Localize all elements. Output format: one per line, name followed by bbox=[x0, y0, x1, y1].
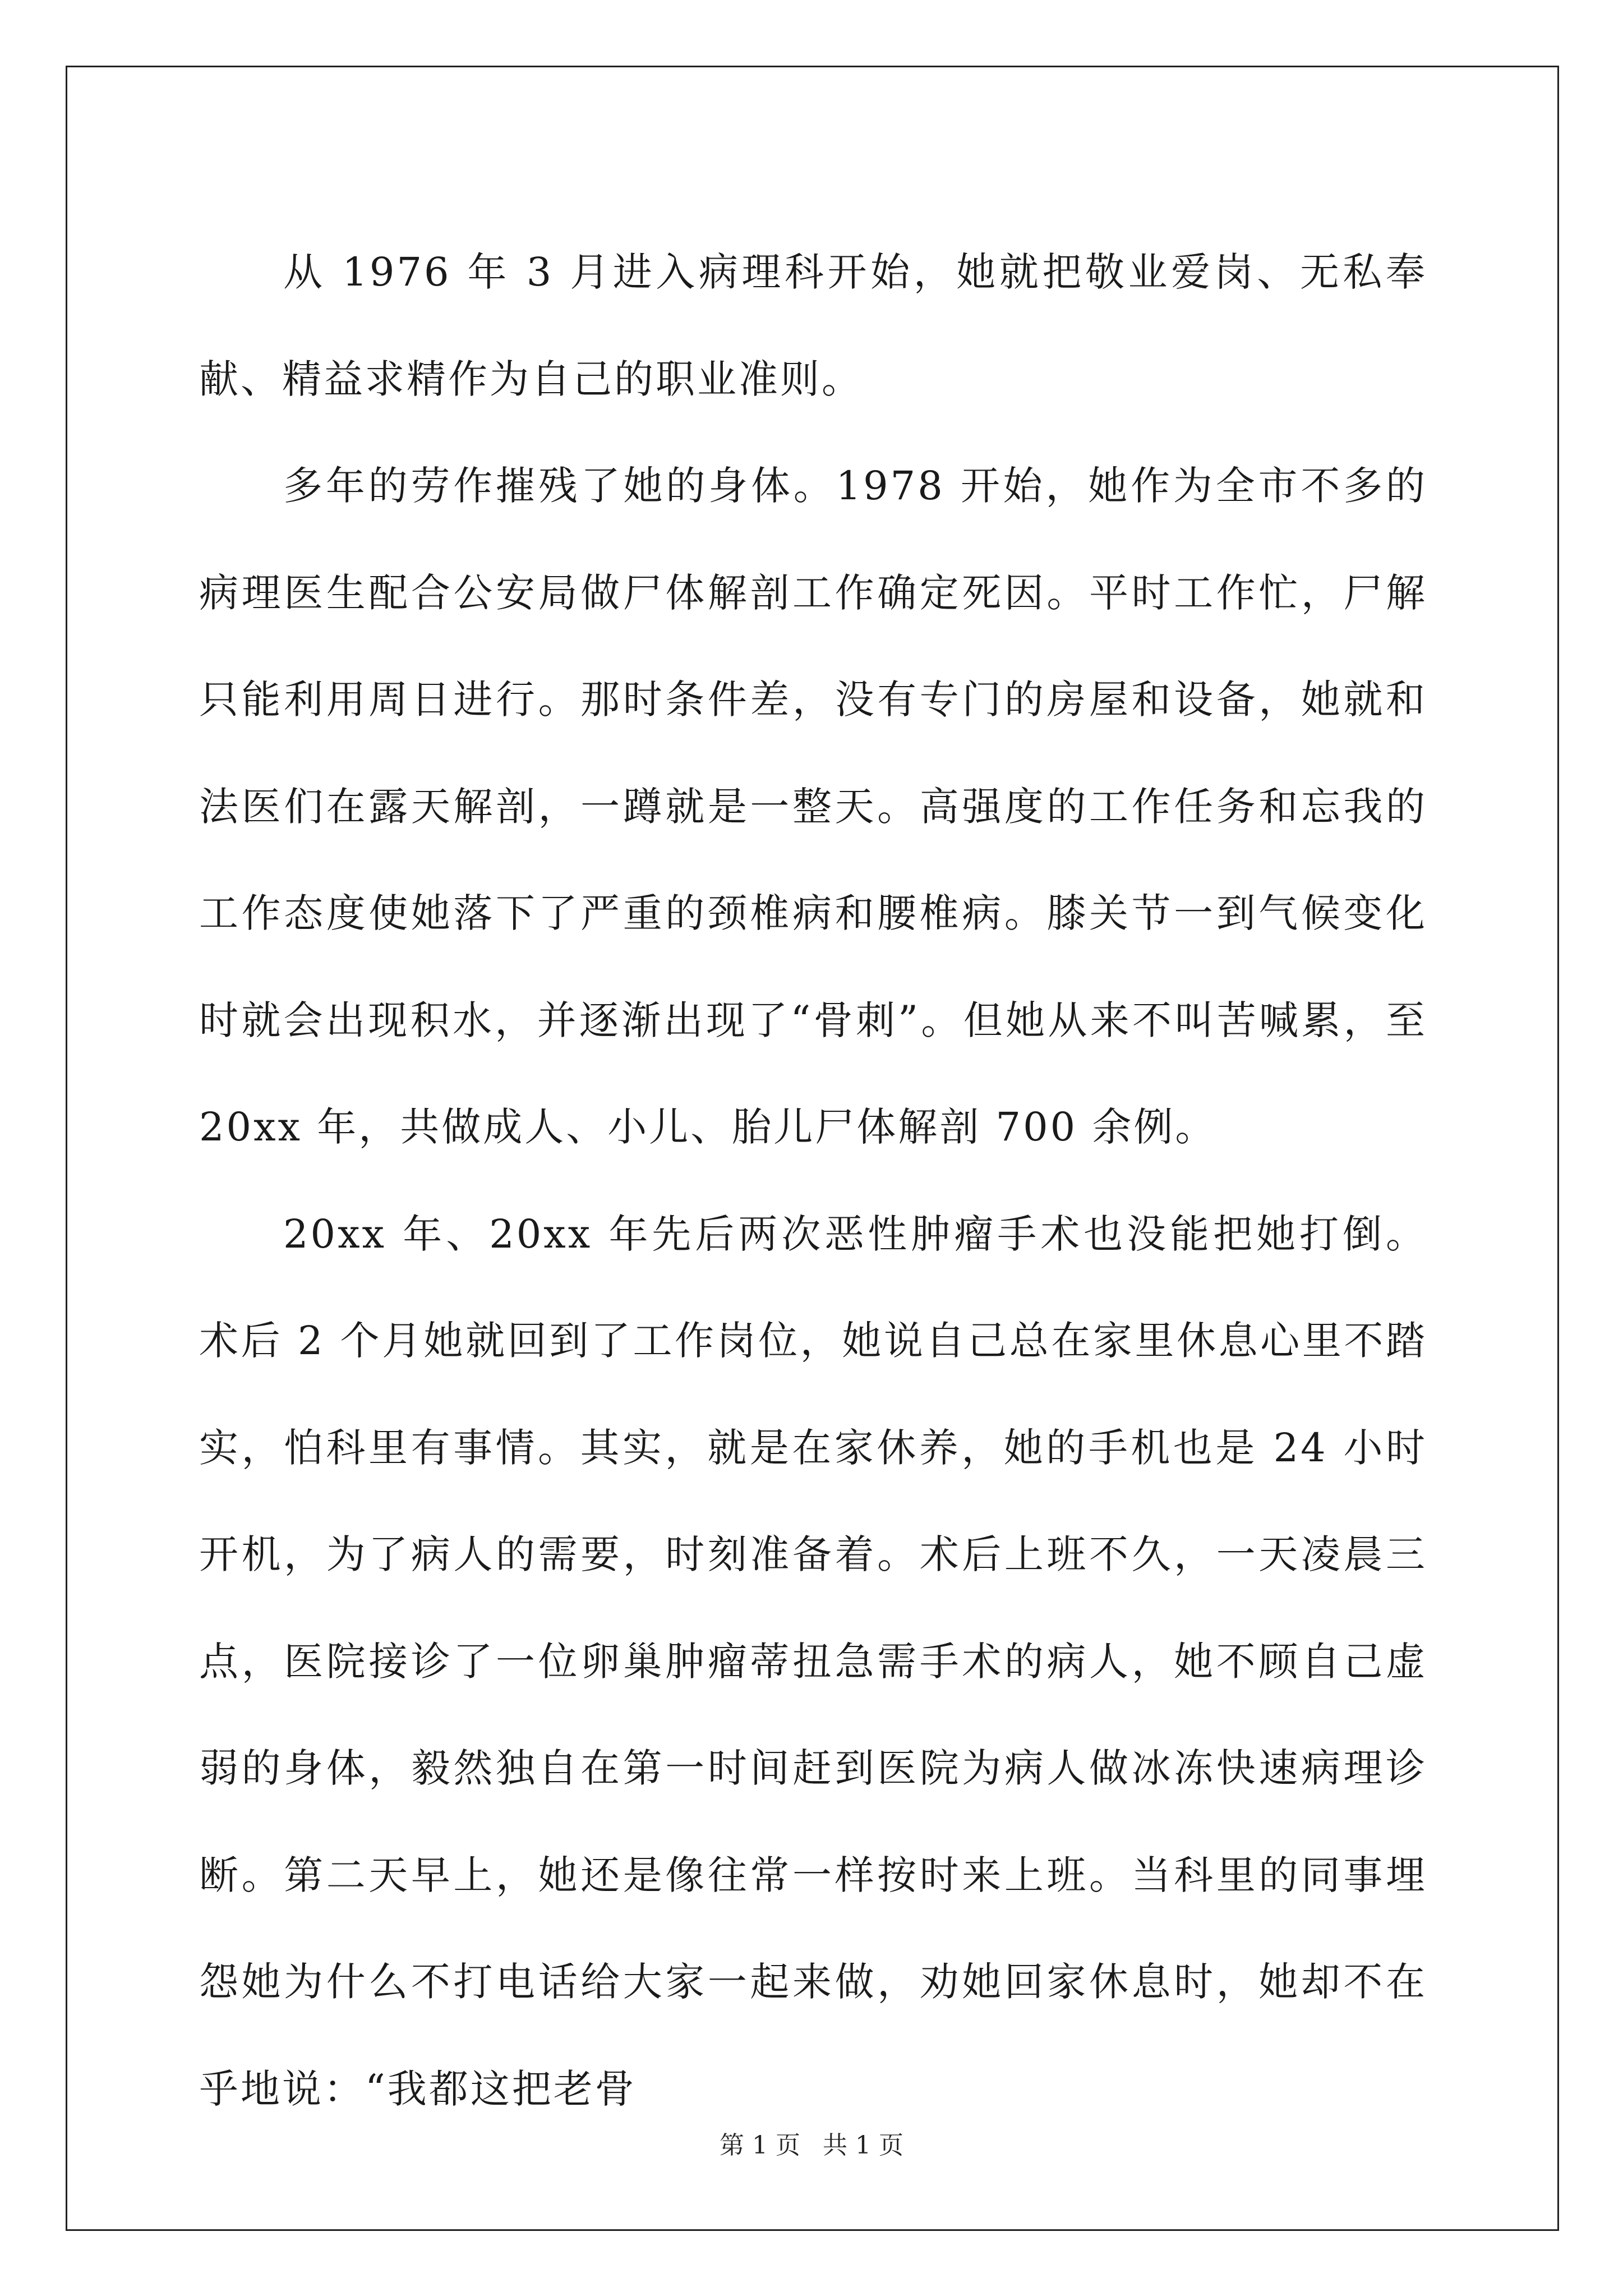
paragraph-2: 多年的劳作摧残了她的身体。1978 开始，她作为全市不多的病理医生配合公安局做尸体解剖工作确定死因。平时工作忙，尸解只能利用周日进行。那时条件差，没有专门的房屋和设备，她就和法医们在露天解剖，一蹲就是一整天。高强度的工作任务和忘我的工作态度使她落下了严重的颈椎病和腰椎病。膝关节一到气候变化时就会出现积水，并逐渐出现了“骨刺”。但她从来不叫苦喊累，至 20xx 年，共做成人、小儿、胎儿尸体解剖 700 余例。 bbox=[199, 463, 1427, 1150]
page-number-total: 共 1 页 bbox=[823, 2131, 903, 2160]
page-number-current: 第 1 页 bbox=[720, 2131, 800, 2160]
paragraph-3: 20xx 年、20xx 年先后两次恶性肿瘤手术也没能把她打倒。术后 2 个月她就回到了工作岗位，她说自己总在家里休息心里不踏实，怕科里有事情。其实，就是在家休养，她的手机也是 24 小时开机，为了病人的需要，时刻准备着。术后上班不久，一天凌晨三点，医院接诊了一位卵巢肿瘤蒂扭急需手术的病人，她不顾自己虚弱的身体，毅然独自在第一时间赶到医院为病人做冰冻快速病理诊断。第二天早上，她还是像往常一样按时来上班。当科里的同事埋怨她为什么不打电话给大家一起来做，劝她回家休息时，她却不在乎地说：“我都这把老骨 bbox=[199, 1211, 1427, 2112]
paragraph-1: 从 1976 年 3 月进入病理科开始，她就把敬业爱岗、无私奉献、精益求精作为自己的职业准则。 bbox=[199, 249, 1427, 402]
page-footer bbox=[0, 2129, 1623, 2162]
document-body bbox=[199, 219, 1427, 2142]
